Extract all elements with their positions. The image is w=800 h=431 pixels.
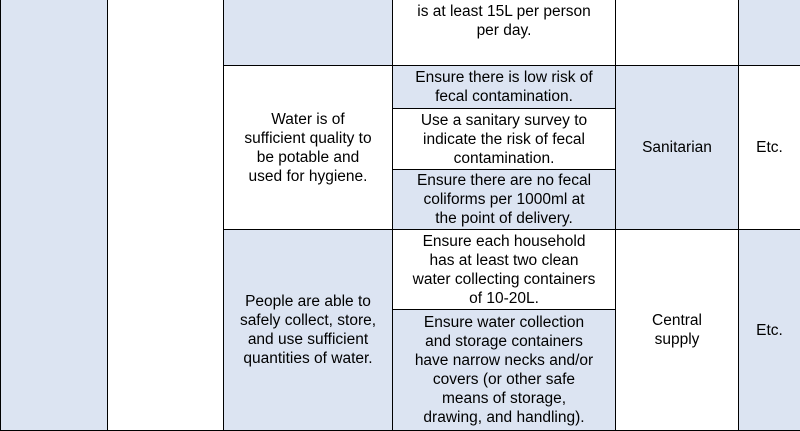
responsible-cell-row-2 <box>615 65 739 230</box>
action-text-row-3-1: Ensure each household has at least two clean water collecting containers of 10-20L. <box>412 232 596 307</box>
result-cell-row-3 <box>223 229 393 431</box>
result-cell-row-2 <box>223 65 393 230</box>
responsible-text-row-2: Sanitarian <box>642 139 712 156</box>
action-text-row-3-2: Ensure water collection and storage containers have narrow necks and/or covers (or other safe means of storage, drawing, and handling). <box>414 314 594 426</box>
outcome-column-cell <box>107 0 224 431</box>
action-cell-row-1 <box>392 0 616 66</box>
goal-column-cell <box>0 0 108 431</box>
action-cell-row-2-1 <box>392 65 616 109</box>
responsible-cell-row-1 <box>615 0 739 66</box>
notes-cell-row-1 <box>738 0 800 66</box>
action-text-row-2-2: Use a sanitary survey to indicate the risk of fecal contamination. <box>420 111 588 167</box>
notes-cell-row-2 <box>738 65 800 230</box>
responsible-text-row-3: Central supply <box>652 312 702 348</box>
result-text-row-2: Water is of sufficient quality to be potable and used for hygiene. <box>244 110 372 185</box>
action-text-row-1-1: is at least 15L per person per day. <box>417 3 591 39</box>
result-cell-row-1 <box>223 0 393 66</box>
action-cell-row-3-1 <box>392 229 616 310</box>
notes-cell-row-3 <box>738 229 800 431</box>
notes-text-row-2: Etc. <box>756 139 783 156</box>
action-text-row-2-3: Ensure there are no fecal coliforms per 1000ml at the point of delivery. <box>416 172 592 227</box>
action-cell-row-2-2 <box>392 108 616 170</box>
result-text-row-3: People are able to safely collect, store, and use sufficient quantities of water. <box>239 293 377 367</box>
responsible-cell-row-3 <box>615 229 739 431</box>
action-cell-row-2-3 <box>392 169 616 230</box>
action-cell-row-3-2 <box>392 309 616 431</box>
notes-text-row-3: Etc. <box>756 321 783 339</box>
action-text-row-2-1: Ensure there is low risk of fecal contamination. <box>415 69 593 105</box>
